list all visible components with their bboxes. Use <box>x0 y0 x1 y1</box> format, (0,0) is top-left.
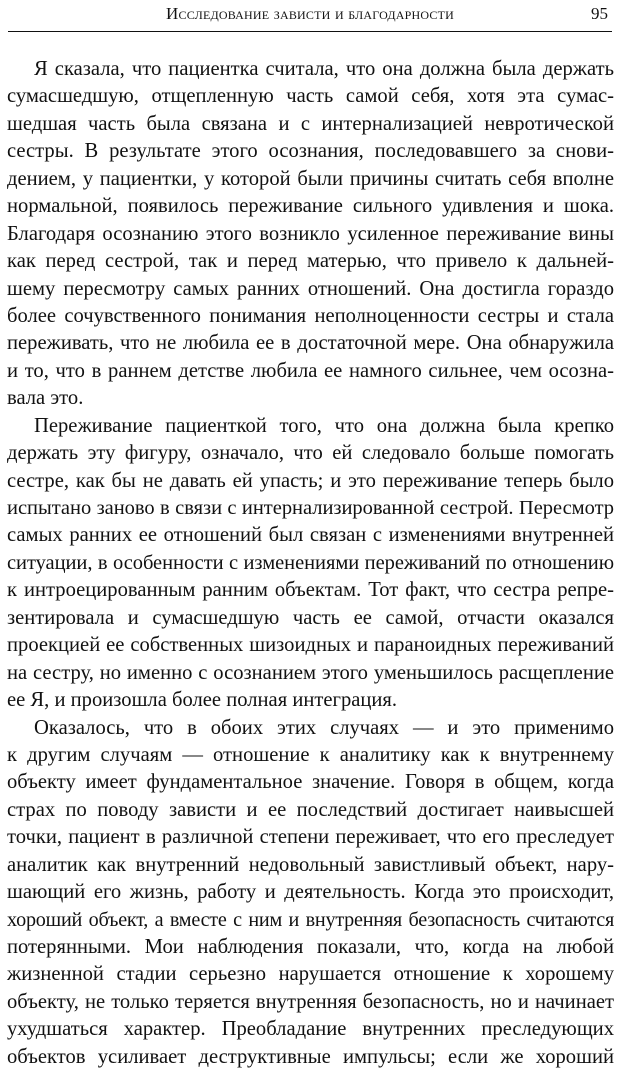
text-line: сестре, как бы не давать ей упасть; и это переживание теперь было <box>7 468 614 495</box>
text-line: Благодаря осознанию этого возникло усиленное переживание вины <box>7 221 614 248</box>
text-line: вала это. <box>7 385 614 412</box>
text-line: самых ранних ее отношений был связан с изменениями внутренней <box>7 522 614 549</box>
text-line: Оказалось, что в обоих этих случаях — и это применимо <box>7 715 614 742</box>
text-line: объекту, не только теряется внутренняя безопасность, но и начинает <box>7 989 614 1016</box>
text-line: проекцией ее собственных шизоидных и параноидных переживаний <box>7 632 614 659</box>
text-line: страх по поводу зависти и ее последствий достигает наивысшей <box>7 797 614 824</box>
text-line: сестры. В результате этого осознания, последовавшего за снови- <box>7 138 614 165</box>
text-line: сумасшедшую, отщепленную часть самой себя, хотя эта сумас- <box>7 83 614 110</box>
text-line: держать эту фигуру, означало, что ей следовало больше помогать <box>7 440 614 467</box>
text-line: более сочувственного понимания неполноценности сестры и стала <box>7 303 614 330</box>
text-line: объекту имеет фундаментальное значение. Говоря в общем, когда <box>7 769 614 796</box>
text-line: и то, что в раннем детстве любила ее намного сильнее, чем осозна- <box>7 358 614 385</box>
paragraph <box>7 715 614 1071</box>
text-line: потерянными. Мои наблюдения показали, что, когда на любой <box>7 934 614 961</box>
text-line: к интроецированным ранним объектам. Тот факт, что сестра репре- <box>7 577 614 604</box>
text-line: к другим случаям — отношение к аналитику как к внутреннему <box>7 742 614 769</box>
text-line: на сестру, но именно с осознанием этого уменьшилось расщепление <box>7 660 614 687</box>
text-line: шающий его жизнь, работу и деятельность. Когда это происходит, <box>7 879 614 906</box>
paragraph <box>7 413 614 715</box>
text-line: жизненной стадии серьезно нарушается отношение к хорошему <box>7 961 614 988</box>
header-rule <box>8 31 612 32</box>
text-line: шедшая часть была связана и с интернализацией невротической <box>7 111 614 138</box>
text-line: Я сказала, что пациентка считала, что она должна была держать <box>7 56 614 83</box>
text-line: ухудшаться характер. Преобладание внутренних преследующих <box>7 1016 614 1043</box>
text-line: ее Я, и произошла более полная интеграция. <box>7 687 614 714</box>
text-line: переживать, что не любила ее в достаточной мере. Она обнаружила <box>7 330 614 357</box>
text-line: дением, у пациентки, у которой были причины считать себя вполне <box>7 166 614 193</box>
text-line: нормальной, появилось переживание сильного удивления и шока. <box>7 193 614 220</box>
text-line: объектов усиливает деструктивные импульсы; если же хороший <box>7 1044 614 1071</box>
paragraph <box>7 56 614 413</box>
running-head <box>8 2 612 30</box>
text-line: Переживание пациенткой того, что она должна была крепко <box>7 413 614 440</box>
text-line: точки, пациент в различной степени переживает, что его преследует <box>7 824 614 851</box>
running-title: Исследование зависти и благодарности <box>8 4 612 24</box>
text-line: как перед сестрой, так и перед матерью, что привело к дальней- <box>7 248 614 275</box>
text-line: хороший объект, а вместе с ним и внутренняя безопасность считаются <box>7 907 614 934</box>
text-line: ситуации, в особенности с изменениями переживаний по отношению <box>7 550 614 577</box>
body-text <box>7 56 614 1071</box>
text-line: испытано заново в связи с интернализированной сестрой. Пересмотр <box>7 495 614 522</box>
text-line: аналитик как внутренний недовольный завистливый объект, нару- <box>7 852 614 879</box>
text-line: зентировала и сумасшедшую часть ее самой, отчасти оказался <box>7 605 614 632</box>
text-line: шему пересмотру самых ранних отношений. Она достигла гораздо <box>7 276 614 303</box>
page-number: 95 <box>591 4 608 24</box>
